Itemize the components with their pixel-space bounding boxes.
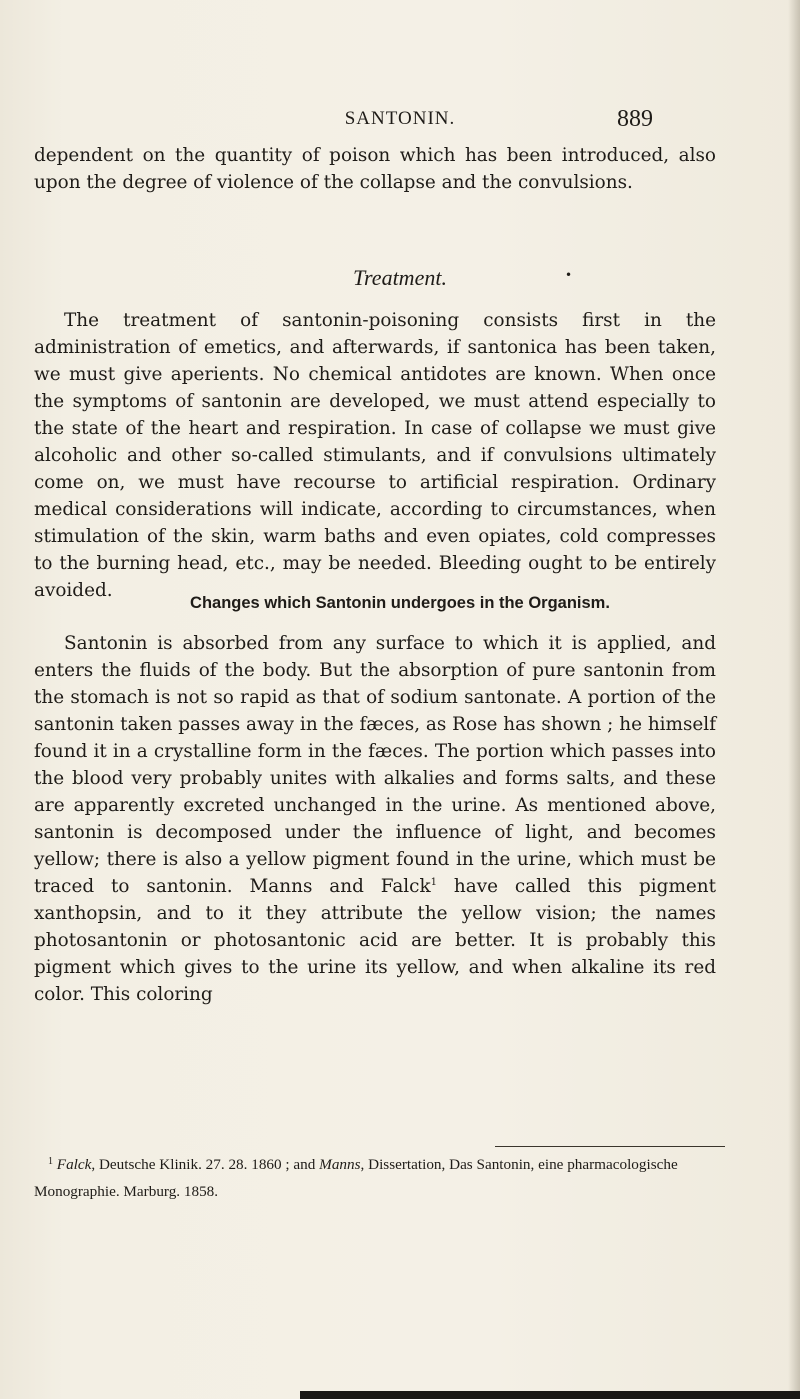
footnote-marker: 1 — [48, 1156, 53, 1167]
page-bottom-edge — [300, 1391, 800, 1399]
footnote — [34, 1152, 724, 1204]
footnote-author-falck: Falck — [56, 1156, 92, 1173]
changes-heading: Changes which Santonin undergoes in the Organism. — [190, 594, 610, 612]
footnote-reference[interactable]: 1 — [430, 876, 437, 888]
stray-mark: • — [565, 268, 573, 282]
intro-paragraph: dependent on the quantity of poison which has been introduced, also upon the degree of violence of the collapse and the convulsions. — [34, 145, 716, 193]
footnote-text-2: , Dissertation, Das Santonin, eine pharmacologische Monographie. Marburg. 1858. — [34, 1156, 678, 1200]
changes-paragraph — [34, 630, 716, 1008]
changes-text-part1: Santonin is absorbed from any surface to which it is applied, and enters the fluids of the body. But the absorption of pure santonin from the stomach is not so rapid as that of sodium santonate. A portion of the santonin taken passes away in the fæces, as Rose has shown ; he himself found it in a crystalline form in the fæces. The portion which passes into the blood very probably unites with alkalies and forms salts, and these are apparently excreted unchanged in the urine. As mentioned above, santonin is decomposed under the influence of light, and becomes yellow; there is also a yellow pigment found in the urine, which must be traced to santonin. Manns and Falck — [34, 633, 716, 897]
changes-block — [34, 630, 716, 1008]
treatment-block — [34, 307, 716, 604]
intro-paragraph-block — [34, 142, 716, 196]
treatment-paragraph: The treatment of santonin-poisoning consists first in the administration of emetics, and afterwards, if santonica has been taken, we must give aperients. No chemical antidotes are known. When once the symptoms of santonin are developed, we must attend especially to the state of the heart and respiration. In case of collapse we must give alcoholic and other so-called stimulants, and if convulsions ultimately come on, we must have recourse to artificial respiration. Ordinary medical considerations will indicate, according to circumstances, when stimulation of the skin, warm baths and even opiates, cold compresses to the burning head, etc., may be needed. Bleeding ought to be entirely avoided. — [34, 310, 716, 601]
running-head: SANTONIN. — [344, 108, 456, 129]
footnote-author-manns: Manns — [319, 1156, 361, 1173]
page-edge-shadow — [788, 0, 800, 1399]
treatment-heading: Treatment. — [353, 265, 447, 290]
changes-text-part2: have called this pigment xanthopsin, and to it they attribute the yellow vision; the names photosantonin or photosantonic acid are better. It is probably this pigment which gives to the urine its yellow, and when alkaline its red color. This coloring — [34, 876, 716, 1005]
footnote-text-1: , Deutsche Klinik. 27. 28. 1860 ; and — [91, 1156, 320, 1173]
footnote-divider — [495, 1146, 725, 1147]
page-number: 889 — [617, 106, 653, 132]
